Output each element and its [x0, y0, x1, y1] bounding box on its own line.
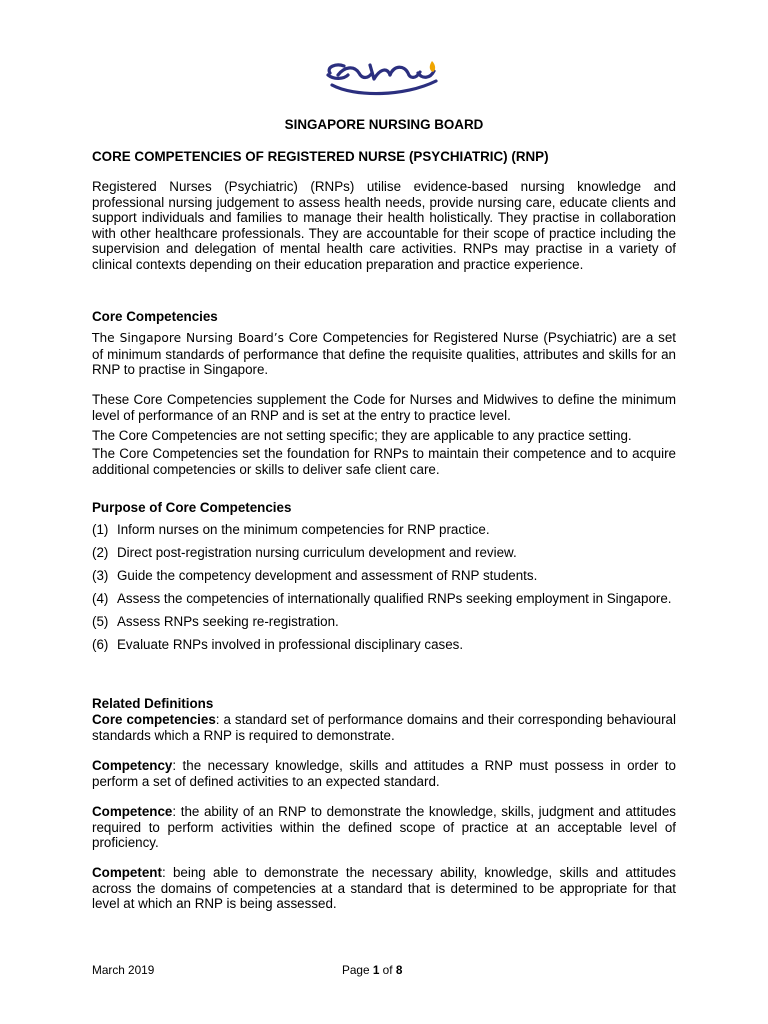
core-paragraph-1-rest: Core Competencies for Registered Nurse (Psychiatric) are a set of minimum standards of performance that define the requisite qualities, attributes and skills for an RNP to practise in Singapore.	[92, 330, 676, 378]
definition-competent: Competent: being able to demonstrate the necessary ability, knowledge, skills and attitudes across the domains of competencies at a standard that is determined to be appropriate for that level at which an RNP is being assessed.	[92, 865, 676, 912]
definition-competency: Competency: the necessary knowledge, skills and attitudes a RNP must possess in order to perform a set of defined activities to an expected standard.	[92, 758, 676, 789]
core-paragraph-4: The Core Competencies set the foundation for RNPs to maintain their competence and to acquire additional competencies or skills to deliver safe client care.	[92, 446, 676, 477]
core-paragraph-1-lead: The Singapore Nursing Board’s	[92, 331, 285, 345]
definition-competence: Competence: the ability of an RNP to demonstrate the knowledge, skills, judgment and attitudes required to perform activities within the defined scope of practice at an acceptable level of proficiency.	[92, 804, 676, 851]
document-title: CORE COMPETENCIES OF REGISTERED NURSE (PSYCHIATRIC) (RNP)	[92, 149, 549, 164]
footer-date: March 2019	[92, 963, 155, 977]
core-paragraph-1	[92, 330, 676, 378]
document-page	[92, 0, 676, 1024]
list-item: (6) Evaluate RNPs involved in professional disciplinary cases.	[92, 636, 464, 652]
list-item: (2) Direct post-registration nursing curriculum development and review.	[92, 544, 517, 560]
page-number: Page 1 of 8	[342, 963, 403, 977]
list-item: (5) Assess RNPs seeking re-registration.	[92, 613, 339, 629]
purpose-list	[92, 522, 676, 653]
core-competencies-heading: Core Competencies	[92, 309, 218, 324]
core-paragraph-3: The Core Competencies are not setting specific; they are applicable to any practice setting.	[92, 428, 632, 443]
core-paragraph-2: These Core Competencies supplement the Code for Nurses and Midwives to define the minimum level of performance of an RNP and is set at the entry to practice level.	[92, 392, 676, 423]
definition-core-competencies: Core competencies: a standard set of performance domains and their corresponding behavioural standards which a RNP is required to demonstrate.	[92, 712, 676, 743]
snb-logo-icon	[324, 55, 444, 100]
org-title: SINGAPORE NURSING BOARD	[284, 117, 484, 132]
list-item: (4) Assess the competencies of internationally qualified RNPs seeking employment in Singapore.	[92, 590, 672, 606]
purpose-heading: Purpose of Core Competencies	[92, 500, 292, 515]
list-item: (1) Inform nurses on the minimum competencies for RNP practice.	[92, 522, 490, 537]
list-item: (3) Guide the competency development and assessment of RNP students.	[92, 567, 538, 583]
definitions-heading: Related Definitions	[92, 696, 214, 711]
intro-paragraph: Registered Nurses (Psychiatric) (RNPs) utilise evidence-based nursing knowledge and professional nursing judgement to assess health needs, provide nursing care, educate clients and support individuals and families to manage their health holistically. They practise in collaboration with other healthcare professionals. They are accountable for their scope of practice including the supervision and delegation of mental health care activities. RNPs may practise in a variety of clinical contexts depending on their education preparation and practice experience.	[92, 179, 676, 272]
